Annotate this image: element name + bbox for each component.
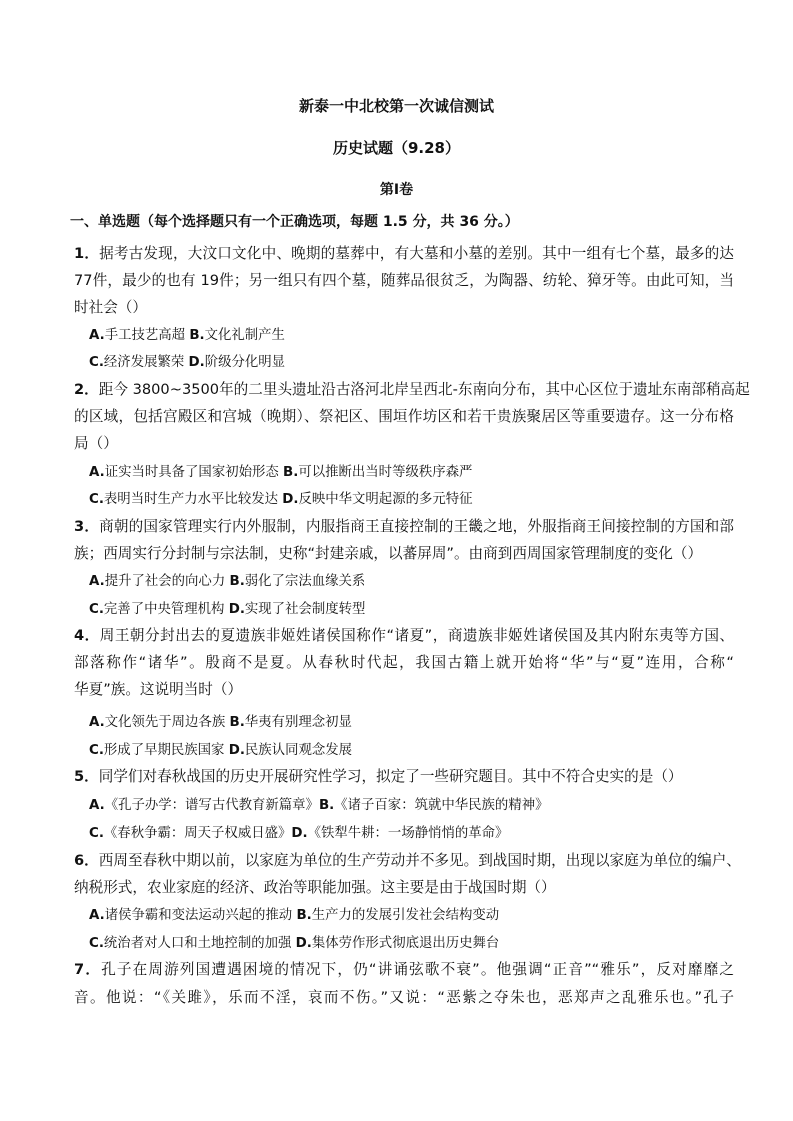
option-d-label: D.	[282, 492, 299, 507]
option-c-text[interactable]: 表明当时生产力水平比较发达	[103, 492, 278, 507]
option-d-text[interactable]: 反映中华文明起源的多元特征	[298, 492, 473, 507]
question-3-options-ab	[89, 570, 365, 589]
option-b-text[interactable]: 文化礼制产生	[204, 328, 285, 343]
question-6-line-1: 6．西周至春秋中期以前，以家庭为单位的生产劳动并不多见。到战国时期，出现以家庭为单位的编户、	[74, 852, 741, 869]
option-c-label: C.	[89, 743, 104, 758]
option-d-label: D.	[228, 743, 245, 758]
option-b-label: B.	[189, 328, 205, 343]
question-2-options-cd	[89, 488, 473, 507]
option-c-text[interactable]: 统治者对人口和土地控制的加强	[103, 936, 292, 951]
question-4-options-cd	[89, 739, 352, 758]
option-b-label: B.	[229, 574, 245, 589]
question-3-line-2: 族；西周实行分封制与宗法制，史称“封建亲戚，以蕃屏周”。由商到西周国家管理制度的变化（）	[74, 545, 703, 562]
question-3-number: 3．	[74, 518, 100, 535]
section-heading	[70, 211, 519, 231]
option-b-label: B.	[318, 798, 335, 813]
option-d-text[interactable]: 集体劳作形式彻底退出历史舞台	[311, 936, 500, 951]
option-a-text[interactable]: 《孔子办学：谱写古代教育新篇章》	[104, 798, 319, 813]
question-6-options-cd	[89, 932, 499, 951]
question-2-options-ab	[89, 461, 472, 480]
option-d-label: D.	[188, 355, 205, 370]
question-6-options-ab	[89, 904, 499, 923]
question-1-line-2: 77件，最少的也有 19件；另一组只有四个墓，随葬品很贫乏，为陶器、纺轮、獐牙等。由此可知，当	[74, 272, 734, 289]
option-c-label: C.	[89, 355, 104, 370]
question-4-line-1: 4．周王朝分封出去的夏遗族非姬姓诸侯国称作“诸夏”，商遗族非姬姓诸侯国及其内附东夷等方国、	[74, 627, 735, 644]
question-5-options-cd	[89, 822, 508, 841]
option-c-label: C.	[89, 936, 104, 951]
option-a-text[interactable]: 证实当时具备了国家初始形态	[104, 465, 279, 480]
option-d-text[interactable]: 阶级分化明显	[204, 355, 286, 370]
school-title: 新泰一中北校第一次诚信测试	[298, 97, 494, 115]
section-middle: 分，共	[412, 214, 455, 230]
option-b-label: B.	[283, 465, 299, 480]
question-2-number: 2．	[74, 381, 99, 398]
section-prefix: 一、单选题（每个选择题只有一个正确选项，每题	[70, 214, 378, 230]
question-6-line-2: 纳税形式，农业家庭的经济、政治等职能加强。这主要是由于战国时期（）	[74, 879, 556, 896]
option-a-label: A.	[89, 798, 105, 813]
option-c-label: C.	[89, 602, 104, 617]
question-5-line-1: 5．同学们对春秋战国的历史开展研究性学习，拟定了一些研究题目。其中不符合史实的是（）	[74, 768, 683, 785]
option-b-text[interactable]: 《诸子百家：筑就中华民族的精神》	[334, 798, 549, 813]
question-7-number: 7．	[74, 961, 102, 978]
option-d-text[interactable]: 民族认同观念发展	[244, 743, 353, 758]
option-b-text[interactable]: 生产力的发展引发社会结构变动	[311, 908, 500, 923]
section-total: 36	[459, 214, 479, 230]
question-4-line-2: 部落称作“诸华”。殷商不是夏。从春秋时代起，我国古籍上就开始将“华”与“夏”连用，合称“	[74, 654, 734, 671]
exam-title: 历史试题（9.28）	[332, 139, 460, 157]
option-d-text[interactable]: 《铁犁牛耕：一场静悄悄的革命》	[307, 826, 509, 841]
option-d-label: D.	[295, 936, 312, 951]
question-7-line-2: 音。他说：“《关雎》，乐而不淫，哀而不伤。”又说：“恶紫之夺朱也，恶郑声之乱雅乐也。”孔子	[74, 989, 734, 1006]
option-b-text[interactable]: 弱化了宗法血缘关系	[244, 574, 366, 589]
question-5-options-ab	[89, 794, 549, 813]
option-c-text[interactable]: 《春秋争霸：周天子权威日盛》	[103, 826, 292, 841]
option-c-text[interactable]: 完善了中央管理机构	[103, 602, 225, 617]
section-score-each: 1.5	[382, 214, 408, 230]
option-a-label: A.	[89, 908, 105, 923]
option-c-text[interactable]: 形成了早期民族国家	[103, 743, 225, 758]
option-d-label: D.	[291, 826, 308, 841]
option-a-label: A.	[89, 574, 105, 589]
option-a-label: A.	[89, 715, 105, 730]
section-suffix: 分。）	[483, 214, 519, 230]
option-a-text[interactable]: 诸侯争霸和变法运动兴起的推动	[104, 908, 293, 923]
question-1-line-1: 1．据考古发现，大汶口文化中、晚期的墓葬中，有大墓和小墓的差别。其中一组有七个墓，最多的达	[74, 245, 734, 262]
question-1-line-3: 时社会（）	[74, 299, 147, 316]
question-6-number: 6．	[74, 852, 99, 869]
option-d-text[interactable]: 实现了社会制度转型	[244, 602, 366, 617]
option-a-label: A.	[89, 465, 105, 480]
question-4-line-3: 华夏”族。这说明当时（）	[74, 681, 243, 698]
question-2-line-2: 的区域，包括宫殿区和宫城（晚期）、祭祀区、围垣作坊区和若干贵族聚居区等重要遗存。这一分布格	[74, 408, 734, 425]
volume-title: 第Ⅰ卷	[379, 182, 414, 198]
question-3-options-cd	[89, 598, 365, 617]
question-2-line-3: 局（）	[74, 435, 118, 452]
option-a-text[interactable]: 提升了社会的向心力	[104, 574, 226, 589]
question-2-line-1: 2．距今 3800~3500年的二里头遗址沿古洛河北岸呈西北-东南向分布，其中心区位于遗址东南部稍高起	[74, 381, 750, 398]
option-c-label: C.	[89, 492, 104, 507]
option-d-label: D.	[228, 602, 245, 617]
question-7-line-1: 7．孔子在周游列国遭遇困境的情况下，仍“讲诵弦歌不衰”。他强调“正音”“雅乐”，反对靡靡之	[74, 961, 734, 978]
option-a-text[interactable]: 文化领先于周边各族	[104, 715, 226, 730]
option-c-label: C.	[89, 826, 104, 841]
option-c-text[interactable]: 经济发展繁荣	[103, 355, 185, 370]
question-1-number: 1．	[74, 245, 100, 262]
option-b-text[interactable]: 华夷有别理念初显	[244, 715, 352, 730]
option-b-text[interactable]: 可以推断出当时等级秩序森严	[298, 465, 473, 480]
option-b-label: B.	[229, 715, 245, 730]
option-a-label: A.	[89, 328, 105, 343]
question-4-options-ab	[89, 711, 352, 730]
question-1-options-ab	[89, 324, 285, 343]
question-4-number: 4．	[74, 627, 100, 644]
question-5-number: 5．	[74, 768, 99, 785]
question-3-line-1: 3．商朝的国家管理实行内外服制，内服指商王直接控制的王畿之地，外服指商王间接控制的方国和部	[74, 518, 734, 535]
option-a-text[interactable]: 手工技艺高超	[104, 328, 186, 343]
question-1-options-cd	[89, 351, 285, 370]
option-b-label: B.	[296, 908, 312, 923]
